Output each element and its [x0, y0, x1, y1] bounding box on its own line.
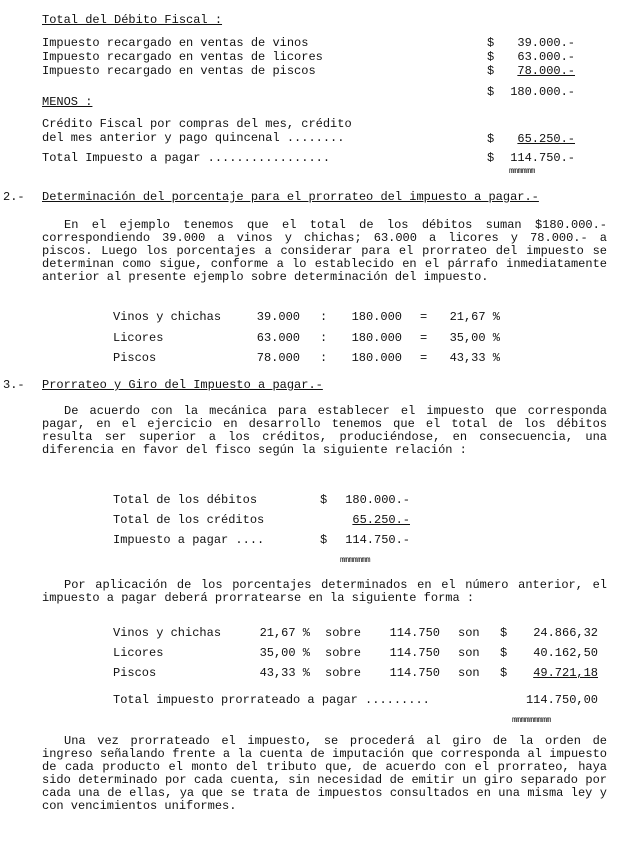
pct-value: 21,67 %	[449, 310, 500, 324]
underline-mark: mmmmmmmmm	[512, 716, 551, 725]
pror-word: son	[458, 626, 480, 640]
pror-word: son	[458, 646, 480, 660]
pct-a: 78.000	[256, 351, 300, 365]
relation-amount: 180.000.-	[345, 493, 410, 507]
credito-amount: 65.250.-	[517, 132, 575, 146]
section-paragraph: Una vez prorrateado el impuesto, se procederá al giro de la orden de ingreso señalando frente a la cuenta de imputación que corresponda al impuesto de cada producto el monto del tributo que, de acuerdo con el prorrateo, haya sido determinado por cada cuenta, sin necesidad de emitir un giro separado por cada una de ellas, ya que se trata de impuestos consultados en una misma ley y con vencimientos uniformes.	[42, 734, 607, 813]
pct-eq: =	[420, 310, 428, 324]
debito-row-label: Impuesto recargado en ventas de vinos	[42, 36, 309, 50]
pror-word: sobre	[325, 646, 362, 660]
pror-pct: 21,67 %	[259, 626, 310, 640]
pct-a: 63.000	[256, 331, 300, 345]
pror-word: sobre	[325, 666, 362, 680]
pror-pct: 43,33 %	[259, 666, 310, 680]
debito-row-label: Impuesto recargado en ventas de licores	[42, 50, 323, 64]
section-number: 3.-	[3, 378, 25, 392]
debito-row-label: Impuesto recargado en ventas de piscos	[42, 64, 316, 78]
relation-amount: 114.750.-	[345, 533, 410, 547]
pror-base: 114.750	[389, 666, 440, 680]
pror-label: Licores	[113, 646, 164, 660]
pct-label: Licores	[113, 331, 164, 345]
currency-sign: $	[487, 36, 495, 50]
currency-sign: $	[487, 85, 495, 99]
section-title: Determinación del porcentaje para el prorrateo del impuesto a pagar.-	[42, 190, 539, 204]
section-title: Prorrateo y Giro del Impuesto a pagar.-	[42, 378, 323, 392]
section-number: 2.-	[3, 190, 25, 204]
pct-b: 180.000	[351, 351, 402, 365]
debito-total: 180.000.-	[510, 85, 575, 99]
currency-sign: $	[487, 50, 495, 64]
currency-sign: $	[320, 533, 328, 547]
pct-b: 180.000	[351, 331, 402, 345]
underline-mark: mmmmmmm	[340, 556, 371, 565]
pct-op: :	[320, 331, 328, 345]
currency-sign: $	[487, 64, 495, 78]
currency-sign: $	[487, 132, 495, 146]
pror-base: 114.750	[389, 646, 440, 660]
menos-label: MENOS :	[42, 95, 93, 109]
pror-label: Piscos	[113, 666, 157, 680]
pct-op: :	[320, 310, 328, 324]
section-paragraph: De acuerdo con la mecánica para establecer el impuesto que corresponda pagar, en el ejercicio en desarrollo tenemos que el total de los débitos resulta ser superior a los créditos, produciéndose, en consecuencia, una diferencia en favor del fisco según la siguiente relación :	[42, 404, 607, 457]
pct-b: 180.000	[351, 310, 402, 324]
currency-sign: $	[320, 493, 328, 507]
section-paragraph: Por aplicación de los porcentajes determinados en el número anterior, el impuesto a pagar deberá prorratearse en la siguiente forma :	[42, 578, 607, 605]
underline-mark: mmmmmm	[509, 167, 535, 176]
credito-line: Crédito Fiscal por compras del mes, crédito	[42, 117, 352, 131]
relation-amount: 65.250.-	[352, 513, 410, 527]
pagar-label: Total Impuesto a pagar .................	[42, 151, 331, 165]
relation-label: Total de los débitos	[113, 493, 258, 507]
pror-pct: 35,00 %	[259, 646, 310, 660]
debito-row-amount: 63.000.-	[517, 50, 575, 64]
pct-value: 43,33 %	[449, 351, 500, 365]
pagar-amount: 114.750.-	[510, 151, 575, 165]
debito-row-amount: 39.000.-	[517, 36, 575, 50]
credito-line: del mes anterior y pago quincenal ........	[42, 131, 345, 145]
pror-value: 24.866,32	[533, 626, 598, 640]
currency-sign: $	[500, 666, 508, 680]
pror-total-value: 114.750,00	[525, 693, 598, 707]
pror-label: Vinos y chichas	[113, 626, 222, 640]
pror-word: sobre	[325, 626, 362, 640]
debito-row-amount: 78.000.-	[517, 64, 575, 78]
pror-total-label: Total impuesto prorrateado a pagar .........	[113, 693, 430, 707]
relation-label: Impuesto a pagar ....	[113, 533, 265, 547]
debito-title: Total del Débito Fiscal :	[42, 13, 223, 27]
relation-label: Total de los créditos	[113, 513, 265, 527]
section-paragraph: En el ejemplo tenemos que el total de los débitos suman $180.000.- correspondiendo 39.000 a vinos y chichas; 63.000 a licores y 78.000.- a piscos. Luego los porcentajes a considerar para el prorrateo del impuesto se determinan como sigue, conforme a lo establecido en el párrafo inmediatamente anterior al presente ejemplo sobre determinación del impuesto.	[42, 218, 607, 284]
pror-value: 49.721,18	[533, 666, 598, 680]
pct-label: Vinos y chichas	[113, 310, 222, 324]
pct-op: :	[320, 351, 328, 365]
currency-sign: $	[487, 151, 495, 165]
pror-word: son	[458, 666, 480, 680]
pct-eq: =	[420, 351, 428, 365]
pct-value: 35,00 %	[449, 331, 500, 345]
pror-value: 40.162,50	[533, 646, 598, 660]
currency-sign: $	[500, 646, 508, 660]
pct-a: 39.000	[256, 310, 300, 324]
currency-sign: $	[500, 626, 508, 640]
pct-eq: =	[420, 331, 428, 345]
pct-label: Piscos	[113, 351, 157, 365]
pror-base: 114.750	[389, 626, 440, 640]
